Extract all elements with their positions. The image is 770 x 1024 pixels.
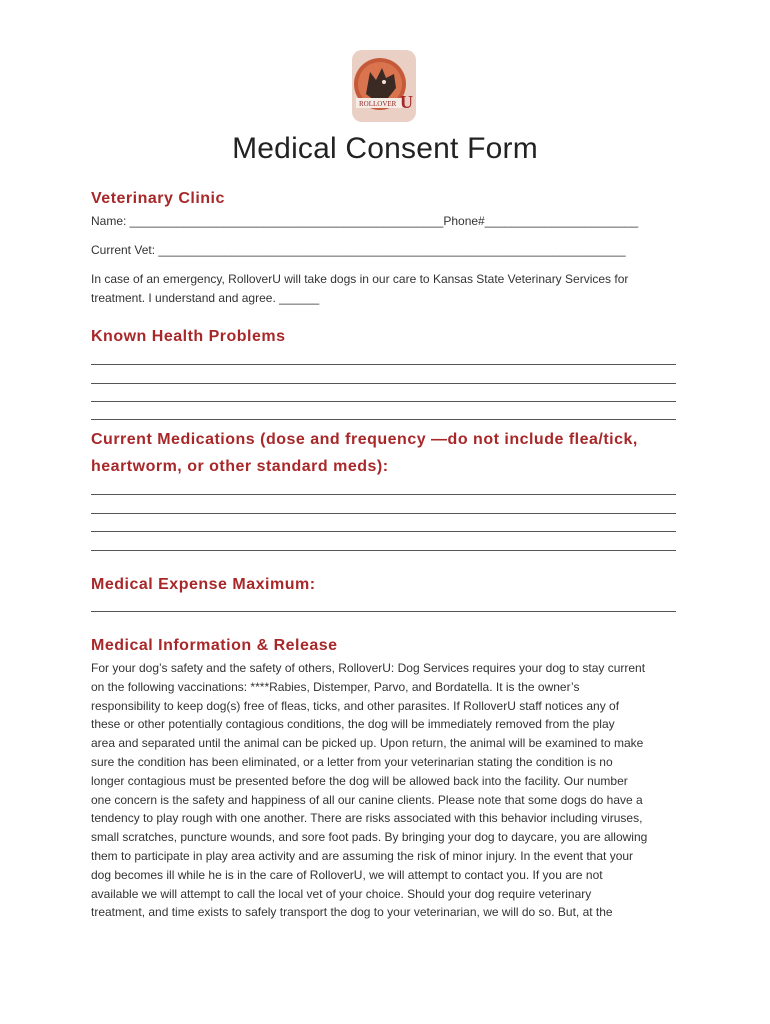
health-problems-line[interactable]	[91, 364, 676, 365]
health-problems-line[interactable]	[91, 401, 676, 402]
medications-line[interactable]	[91, 513, 676, 514]
page-title: Medical Consent Form	[232, 132, 538, 165]
svg-text:U: U	[400, 92, 413, 112]
svg-text:ROLLOVER: ROLLOVER	[359, 100, 397, 108]
expense-maximum-line[interactable]	[91, 611, 676, 612]
release-line: one concern is the safety and happiness of all our canine clients. Please note that some dogs do have a	[91, 792, 643, 807]
medications-line[interactable]	[91, 531, 676, 532]
release-line: them to participate in play area activity and are assuming the risk of minor injury. In the event that your	[91, 848, 634, 863]
health-problems-line[interactable]	[91, 383, 676, 384]
emergency-consent-agree[interactable]: treatment. I understand and agree. ______	[91, 291, 320, 305]
release-line: these or other potentially contagious conditions, the dog will be immediately removed from the play	[91, 717, 615, 732]
known-health-problems-heading: Known Health Problems	[91, 328, 286, 345]
medications-line[interactable]	[91, 550, 676, 551]
current-vet-field-line[interactable]: Current Vet: ______________________________________________________________________	[91, 243, 626, 257]
current-medications-heading-cont: heartworm, or other standard meds):	[91, 458, 389, 475]
release-line: available we will attempt to call the local vet of your choice. Should your dog require veterinary	[91, 886, 592, 901]
rolloveru-logo	[350, 48, 418, 124]
veterinary-clinic-heading: Veterinary Clinic	[91, 190, 225, 207]
release-line: sure the condition has been eliminated, or a letter from your veterinarian stating the condition is no	[91, 754, 613, 769]
release-paragraph	[91, 659, 681, 922]
medical-information-release-heading: Medical Information & Release	[91, 637, 338, 654]
current-medications-heading: Current Medications (dose and frequency —do not include flea/tick,	[91, 431, 638, 448]
release-line: small scratches, puncture wounds, and sore foot pads. By bringing your dog to daycare, you are allowing	[91, 830, 648, 845]
health-problems-line[interactable]	[91, 419, 676, 420]
release-line: on the following vaccinations: ****Rabies, Distemper, Parvo, and Bordatella. It is the owner’s	[91, 679, 580, 694]
release-line: dog becomes ill while he is in the care of RolloverU, we will attempt to contact you. If you are not	[91, 867, 603, 882]
release-line: longer contagious must be presented before the dog will be allowed back into the facility. Our number	[91, 773, 628, 788]
release-line: tendency to play rough with one another. There are risks associated with this behavior including viruses,	[91, 811, 643, 826]
release-line: treatment, and time exists to safely transport the dog to your veterinarian, we will do so. But, at the	[91, 905, 613, 920]
release-line: area and separated until the animal can be picked up. Upon return, the animal will be examined to make	[91, 736, 644, 751]
medical-expense-maximum-heading: Medical Expense Maximum:	[91, 576, 316, 593]
release-line: For your dog’s safety and the safety of others, RolloverU: Dog Services requires your dog to stay current	[91, 661, 646, 675]
emergency-consent-text: In case of an emergency, RolloverU will take dogs in our care to Kansas State Veterinary Services for	[91, 272, 629, 286]
release-line: responsibility to keep dog(s) free of fleas, ticks, and other parasites. If RolloverU staff notices any of	[91, 698, 620, 713]
name-phone-field-line[interactable]: Name: _______________________________________________Phone#_______________________	[91, 214, 639, 228]
medications-line[interactable]	[91, 494, 676, 495]
dog-logo-icon	[350, 48, 418, 124]
